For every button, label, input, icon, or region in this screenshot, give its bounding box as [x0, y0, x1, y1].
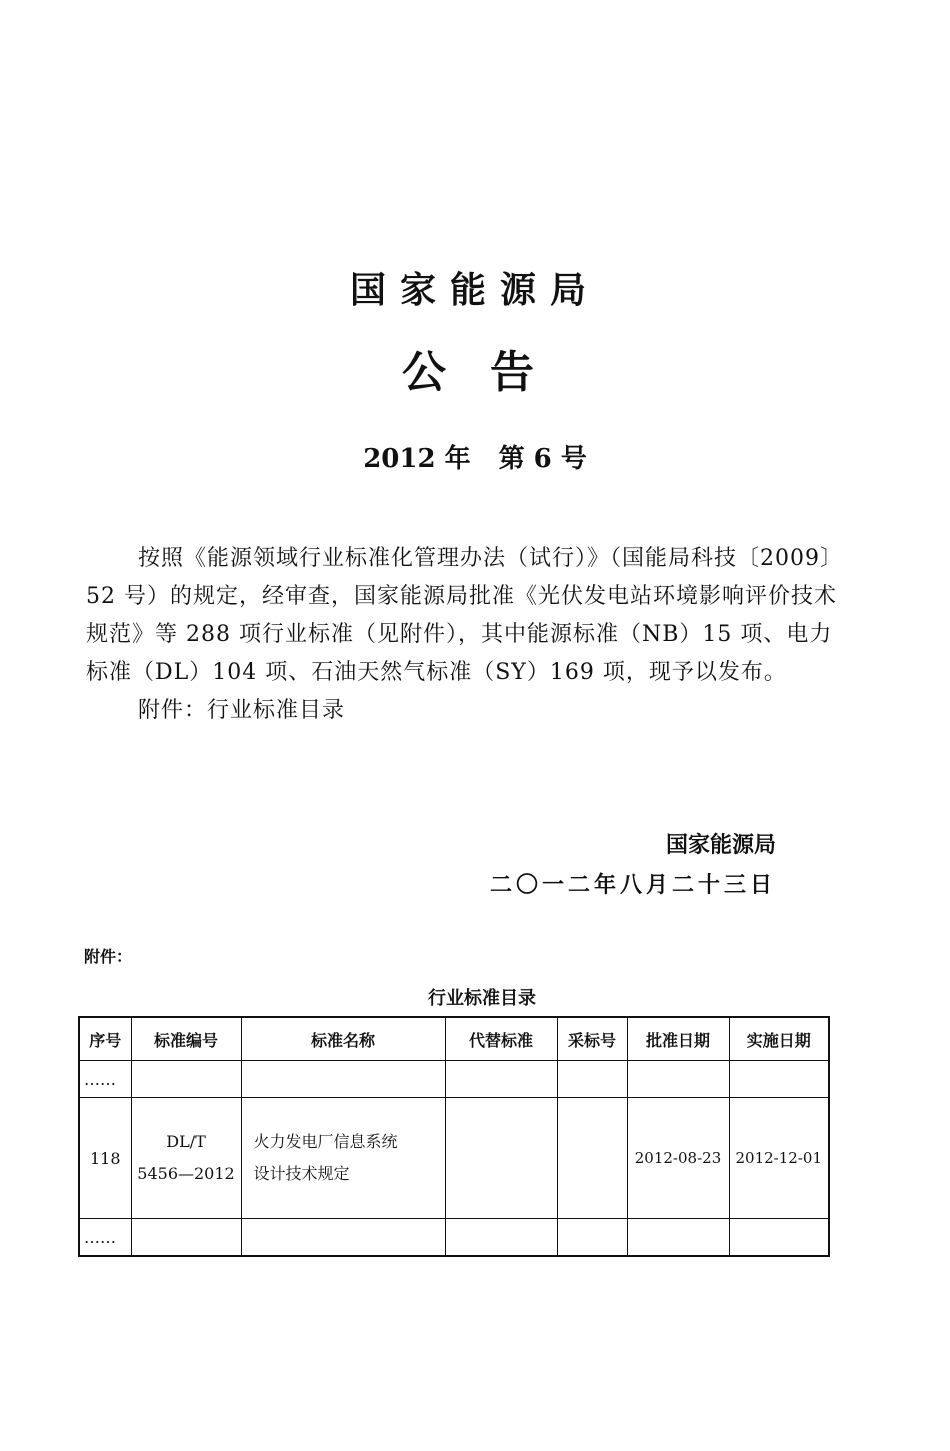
seq-cell: 118 — [79, 1098, 131, 1219]
code-line-2: 5456—2012 — [137, 1164, 235, 1183]
notice-title: 公告 — [402, 347, 578, 398]
ellipsis-cell: …… — [79, 1061, 131, 1098]
col-header-approved: 批准日期 — [627, 1017, 729, 1061]
ellipsis-cell: …… — [79, 1219, 131, 1257]
name-line-1: 火力发电厂信息系统 — [253, 1132, 398, 1151]
standards-table — [78, 1016, 830, 1257]
col-header-effective: 实施日期 — [729, 1017, 829, 1061]
name-line-2: 设计技术规定 — [253, 1164, 350, 1183]
issue-no: 第 6 号 — [498, 444, 587, 474]
signature-block — [490, 826, 776, 906]
approved-date-cell: 2012-08-23 — [627, 1098, 729, 1219]
body-paragraph: 按照《能源领域行业标准化管理办法（试行）》（国能局科技〔2009〕52 号）的规定，经审查，国家能源局批准《光伏发电站环境影响评价技术规范》等 288 项行业标准（见附件），其中能源标准（NB）15 项、电力标准（DL）104 项、石油天然气标准（SY）169 项，现予以发布。 — [86, 546, 843, 685]
replaces-cell — [445, 1098, 557, 1219]
col-header-name: 标准名称 — [241, 1017, 445, 1061]
notice-body — [86, 540, 846, 730]
table-header-row — [79, 1017, 829, 1061]
attachment-reference: 附件：行业标准目录 — [138, 698, 346, 723]
attachment-label: 附件： — [84, 947, 133, 966]
code-line-1: DL/T — [166, 1132, 206, 1151]
table-row — [79, 1098, 829, 1219]
table-row — [79, 1219, 829, 1257]
name-cell — [241, 1098, 445, 1219]
issue-number — [0, 438, 950, 475]
code-cell — [131, 1098, 241, 1219]
col-header-code: 标准编号 — [131, 1017, 241, 1061]
col-header-adopted: 采标号 — [557, 1017, 627, 1061]
adopted-cell — [557, 1098, 627, 1219]
signature-date: 二〇一二年八月二十三日 — [489, 873, 776, 898]
org-title: 国家能源局 — [349, 270, 600, 311]
table-row — [79, 1061, 829, 1098]
table-title: 行业标准目录 — [428, 988, 536, 1009]
effective-date-cell: 2012-12-01 — [729, 1098, 829, 1219]
col-header-replaces: 代替标准 — [445, 1017, 557, 1061]
col-header-seq: 序号 — [79, 1017, 131, 1061]
issue-year: 2012 年 — [363, 444, 471, 474]
signature-org: 国家能源局 — [665, 833, 776, 858]
